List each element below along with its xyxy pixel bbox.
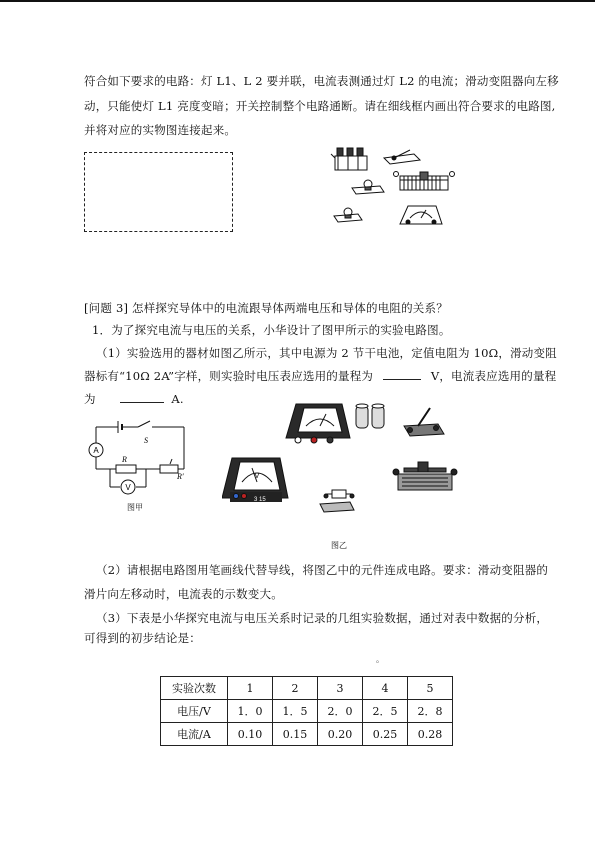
battery-pack-icon: [331, 148, 367, 170]
table-cell: 电流/A: [161, 723, 228, 746]
table-cell: 0.20: [318, 723, 363, 746]
voltmeter-terminals-label: 3 15: [254, 497, 266, 503]
voltmeter-label: V: [125, 483, 131, 492]
ammeter-label: A: [93, 446, 99, 455]
question3-sub1-line1: （1）实验选用的器材如图乙所示，其中电源为 2 节干电池，定值电阻为 10Ω，滑动变阻: [96, 346, 557, 360]
rheostat-icon: [394, 172, 455, 191]
sub1-line2-text-b: V，电流表应选用的量程: [430, 369, 557, 383]
question3-sub2-line1: （2）请根据电路图用笔画线代替导线，将图乙中的元件连成电路。要求：滑动变阻器的: [96, 563, 549, 577]
resistor-r: [116, 465, 136, 473]
figure-jia-caption: 图甲: [127, 503, 143, 512]
intro-line-3: 并将对应的实物图连接起来。: [84, 123, 237, 137]
page-top-rule: [0, 0, 595, 2]
ammeter-icon: [400, 206, 442, 224]
rheostat-r-prime: [160, 465, 178, 473]
table-cell: 0.15: [273, 723, 318, 746]
sub1-line2-text-a: 器标有“10Ω 2A”字样，则实验时电压表应选用的量程为: [84, 369, 374, 383]
table-cell: 0.10: [228, 723, 273, 746]
knife-switch-icon: [404, 408, 444, 436]
figure-yi-caption: 图乙: [331, 541, 347, 550]
stray-period-mark: 。: [376, 655, 385, 664]
voltmeter-device-label: V: [254, 473, 260, 480]
table-row: [161, 700, 453, 723]
question3-title: [问题 3] 怎样探究导体中的电流跟导体两端电压和导体的电阻的关系？: [84, 301, 448, 315]
fixed-resistor-icon: [320, 490, 354, 512]
switch-label: S: [144, 436, 148, 445]
resistor-label: R: [122, 455, 127, 464]
question3-sub1-line3: [84, 389, 184, 409]
sub1-line3-text-a: 为: [84, 392, 96, 406]
table-cell: 4: [363, 677, 408, 700]
table-cell: 2．8: [408, 700, 453, 723]
switch-icon: [384, 150, 420, 164]
table-cell: 2．5: [363, 700, 408, 723]
table-row: [161, 723, 453, 746]
table-cell: 电压/V: [161, 700, 228, 723]
rheostat-slider: [170, 459, 172, 464]
question3-sub3-line1: （3）下表是小华探究电流与电压关系时记录的几组实验数据，通过对表中数据的分析，: [96, 611, 549, 625]
table-row: [161, 677, 453, 700]
table-cell: 0.25: [363, 723, 408, 746]
voltmeter-range-blank[interactable]: [383, 367, 421, 380]
question3-sub1-line2: [84, 366, 556, 386]
table-cell: 1．0: [228, 700, 273, 723]
question3-sub3-line2: 可得到的初步结论是：: [84, 631, 201, 645]
table-cell: 0.28: [408, 723, 453, 746]
bulb-l1-icon: [352, 180, 384, 194]
table-cell: 3: [318, 677, 363, 700]
intro-line-2: 动，只能使灯 L1 亮度变暗；开关控制整个电路通断。请在细线框内画出符合要求的电路图,: [84, 99, 556, 113]
circuit-drawing-box: [84, 152, 233, 232]
physical-components-illustration: [328, 144, 463, 232]
table-cell: 实验次数: [161, 677, 228, 700]
experiment-data-table: [160, 676, 453, 746]
switch-blade: [138, 421, 150, 427]
figure-jia-circuit-diagram: [80, 413, 200, 503]
dry-cells-icon: [356, 404, 384, 428]
question3-sub2-line2: 滑片向左移动时，电流表的示数变大。: [84, 587, 283, 601]
figure-yi-apparatus: [222, 398, 462, 520]
question3-item1: 1．为了探究电流与电压的关系，小华设计了图甲所示的实验电路图。: [92, 323, 451, 337]
slide-rheostat-icon: [393, 462, 457, 490]
intro-line-1: 符合如下要求的电路：灯 L1、L 2 要并联，电流表测通过灯 L2 的电流；滑动变阻器向左移: [84, 74, 559, 88]
table-cell: 1: [228, 677, 273, 700]
ammeter-device-icon: [286, 404, 350, 443]
table-cell: 2．0: [318, 700, 363, 723]
table-cell: 1．5: [273, 700, 318, 723]
sub1-line3-text-b: A.: [171, 392, 184, 406]
ammeter-range-blank[interactable]: [120, 390, 164, 403]
rheostat-label: R′: [177, 472, 184, 481]
voltmeter-device-icon: [222, 458, 288, 503]
table-cell: 2: [273, 677, 318, 700]
bulb-l2-icon: [334, 208, 362, 222]
table-cell: 5: [408, 677, 453, 700]
